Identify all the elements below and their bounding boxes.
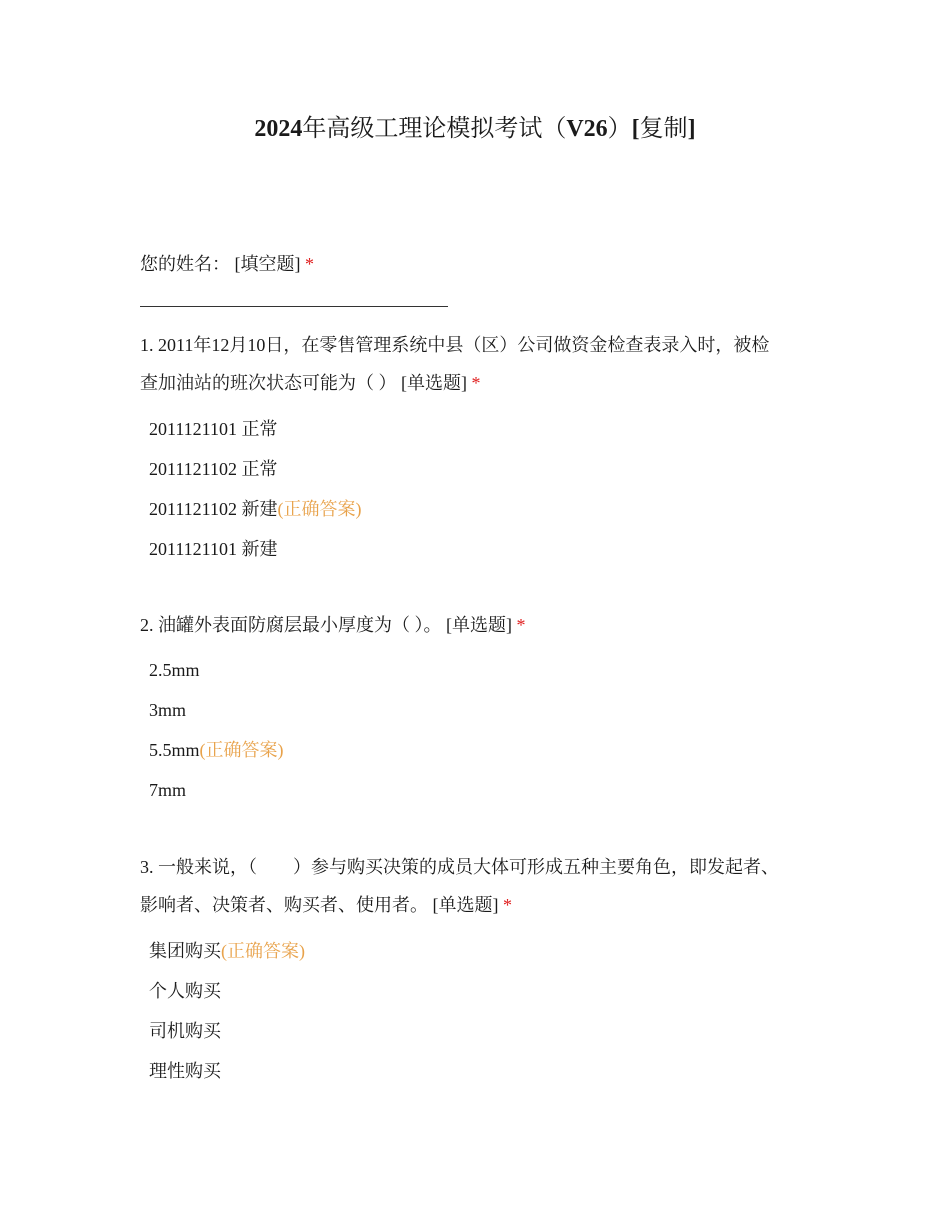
correct-answer-label: (正确答案) [277,499,362,519]
title-paren: ） [607,116,632,142]
question-text: 查加油站的班次状态可能为（ ） [140,373,397,393]
q3-option-2[interactable]: 个人购买 [149,981,221,1001]
question-1 [140,326,820,402]
required-mark: * [503,895,512,915]
q3-option-4[interactable]: 理性购买 [149,1061,221,1081]
question-3 [140,848,820,924]
question-type: [单选题] [401,373,467,393]
q2-option-3[interactable]: 5.5mm(正确答案) [149,740,284,760]
question-2 [140,606,820,644]
q2-option-1[interactable]: 2.5mm [149,660,200,680]
page-title [0,108,950,143]
title-bracket-close: ] [687,116,696,142]
q3-option-3[interactable]: 司机购买 [149,1021,221,1041]
question-text: 影响者、决策者、购买者、使用者。 [140,895,428,915]
q1-option-4[interactable]: 2011121101 新建 [149,539,278,559]
title-version: V26 [566,116,608,142]
name-question [140,245,820,283]
q1-option-1[interactable]: 2011121101 正常 [149,419,278,439]
q1-option-2[interactable]: 2011121102 正常 [149,459,278,479]
required-mark: * [305,254,314,274]
question-type: [单选题] [446,615,512,635]
q1-option-3[interactable]: 2011121102 新建(正确答案) [149,499,362,519]
title-copy: 复制 [639,116,688,142]
q3-option-1[interactable]: 集团购买(正确答案) [149,941,305,961]
question-text: 2. 油罐外表面防腐层最小厚度为（ ）。 [140,615,442,635]
correct-answer-label: (正确答案) [199,740,284,760]
name-answer-line[interactable] [140,306,448,307]
question-type: [填空题] [234,254,301,274]
required-mark: * [471,373,481,393]
question-text: 3. 一般来说，（ ）参与购买决策的成员大体可形成五种主要角色，即发起者、 [140,857,779,877]
title-year: 2024 [254,116,303,142]
title-bracket-open: [ [631,116,640,142]
required-mark: * [516,615,526,635]
question-text: 1. 2011年12月10日，在零售管理系统中县（区）公司做资金检查表录入时，被检 [140,335,770,355]
q2-option-2[interactable]: 3mm [149,700,187,720]
q2-option-4[interactable]: 7mm [149,780,187,800]
title-text: 年高级工理论模拟考试（ [302,116,567,142]
correct-answer-label: (正确答案) [221,941,305,961]
name-label: 您的姓名： [140,254,230,274]
question-type: [单选题] [432,895,499,915]
